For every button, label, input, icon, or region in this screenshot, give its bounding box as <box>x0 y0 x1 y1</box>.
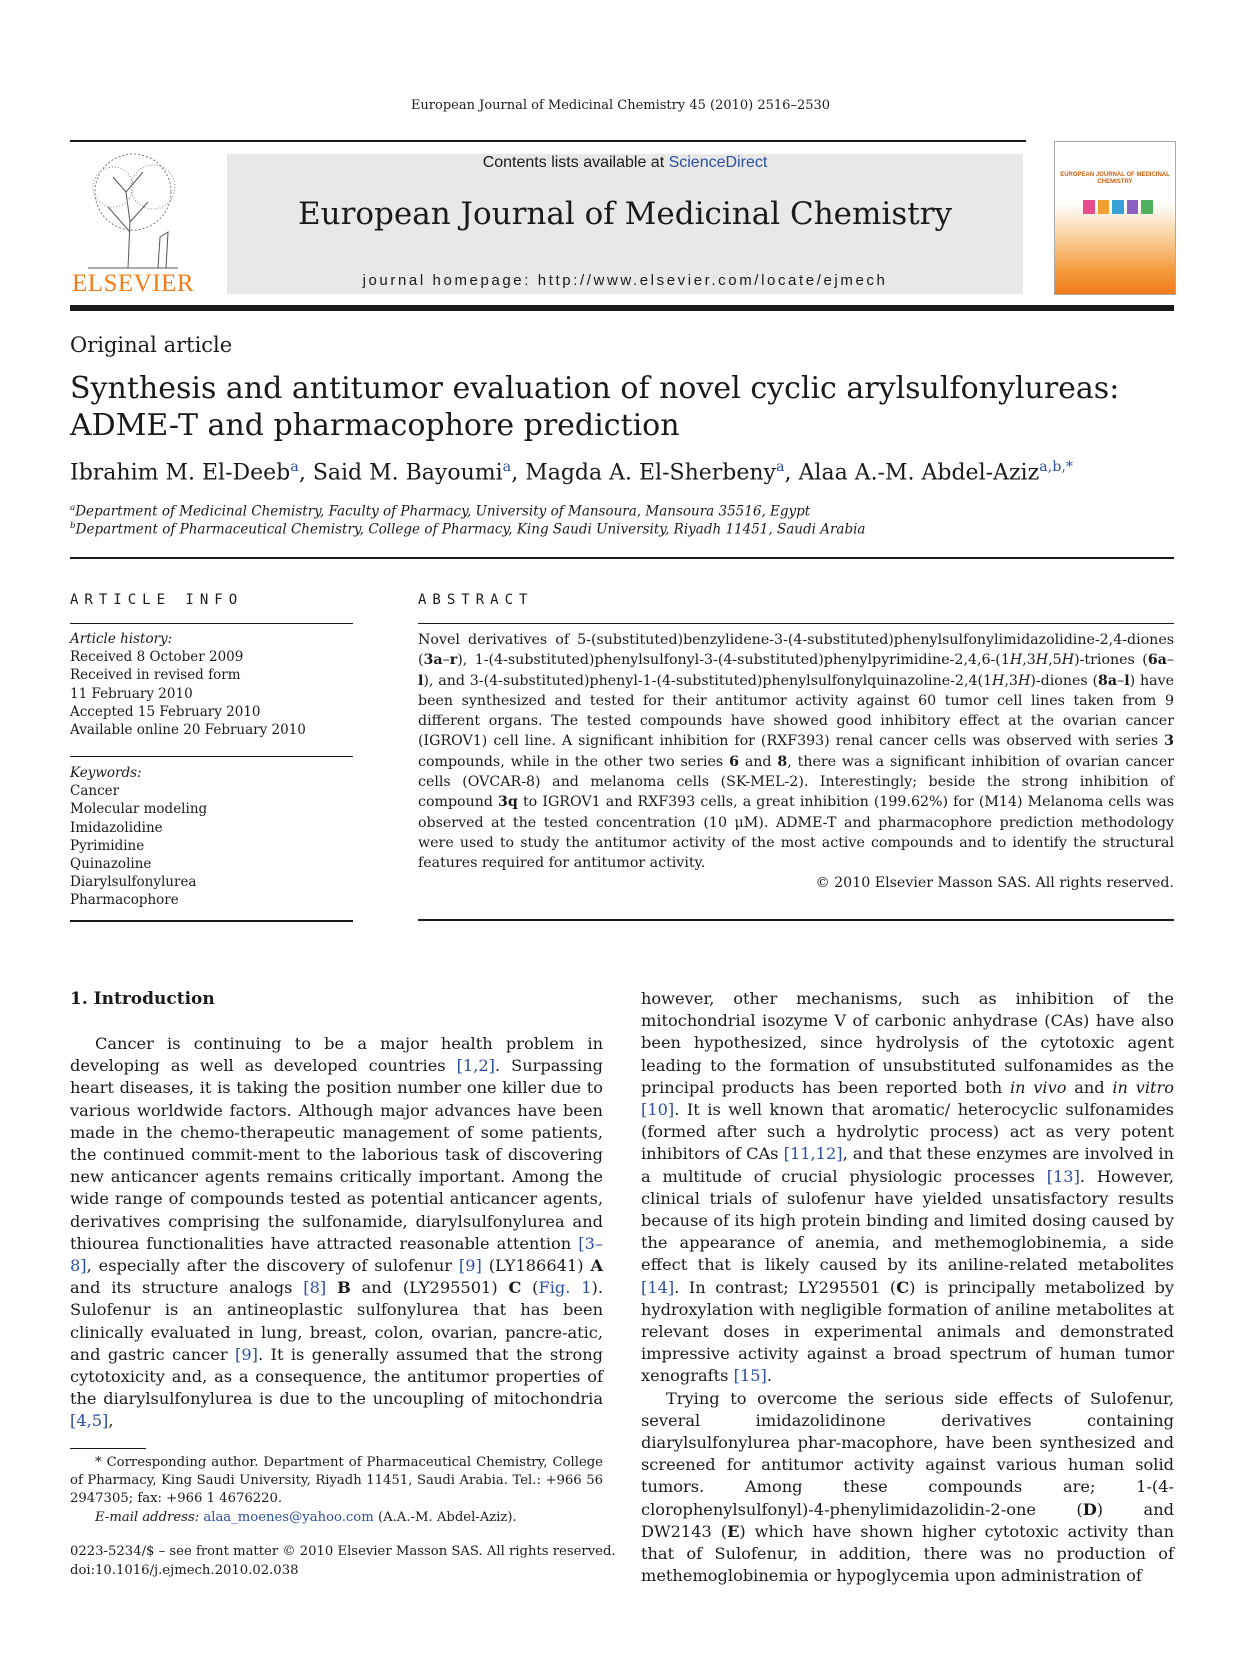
citation-link[interactable]: [14] <box>641 1277 675 1297</box>
author-affiliation-mark[interactable]: a <box>290 459 299 475</box>
figure-link[interactable]: Fig. 1 <box>538 1278 592 1298</box>
citation-link[interactable]: [3–8] <box>70 1233 603 1276</box>
info-rule <box>70 756 353 757</box>
title-line-1: Synthesis and antitumor evaluation of novel cyclic arylsulfonylureas: <box>70 371 1120 406</box>
elsevier-logo <box>68 152 198 298</box>
author-name: Alaa A.-M. Abdel-Aziz <box>798 460 1040 486</box>
cover-graphic <box>1083 200 1153 214</box>
elsevier-tree-icon <box>68 152 198 270</box>
history-item: Accepted 15 February 2010 <box>70 703 261 720</box>
citation-link[interactable]: [4,5] <box>70 1411 109 1431</box>
body-paragraph: Cancer is continuing to be a major health problem in developing as well as developed countries [1,2]. Surpassing heart diseases, it is taking the position number one killer due to various worldwide factors. Although major advances have been made in the chemo-therapeutic management of some patients, the continued commit-ment to the laborious task of discovering new anticancer agents remains critically important. Among the wide range of compounds tested as potential anticancer agents, derivatives comprising the sulfonamide, diarylsulfonylurea and thiourea functionalities have attracted reasonable attention [3–8], especially after the discovery of sulofenur [9] (LY186641) A and its structure analogs [8] B and (LY295501) C (Fig. 1). Sulofenur is an antineoplastic sulfonylurea that has been clinically evaluated in lung, breast, colon, ovarian, pancre-atic, and gastric cancer [9]. It is generally assumed that the strong cytotoxicity and, as a consequence, the antitumor properties of the diarylsulfonylurea is due to the uncoupling of mitochondria [4,5], <box>70 1034 603 1431</box>
title-line-2: ADME-T and pharmacophore prediction <box>70 408 680 443</box>
front-matter-info <box>70 1543 616 1580</box>
article-title <box>70 370 1174 444</box>
elsevier-wordmark: ELSEVIER <box>71 270 195 297</box>
keyword: Pyrimidine <box>70 837 145 854</box>
history-label: Article history: <box>70 631 173 647</box>
abstract-heading: ABSTRACT <box>418 592 534 608</box>
citation-link[interactable]: [10] <box>641 1100 675 1120</box>
header-thick-rule <box>70 305 1174 311</box>
header-rule <box>70 140 1026 142</box>
email-line <box>70 1509 603 1527</box>
section-rule <box>70 557 1174 559</box>
footnote-rule <box>70 1448 146 1449</box>
affiliation-text: Department of Pharmaceutical Chemistry, College of Pharmacy, King Saudi University, Riyadh 11451, Saudi Arabia <box>75 521 866 538</box>
affiliation-a <box>70 503 810 520</box>
keyword: Molecular modeling <box>70 801 208 818</box>
history-item: Received 8 October 2009 <box>70 649 244 666</box>
body-column-left <box>70 1033 603 1433</box>
citation-link[interactable]: [9] <box>235 1344 258 1364</box>
info-rule <box>70 623 353 624</box>
history-item: Available online 20 February 2010 <box>70 722 306 739</box>
article-type: Original article <box>70 333 233 357</box>
keyword: Pharmacophore <box>70 892 179 909</box>
history-item: Received in revised form <box>70 667 241 684</box>
affiliation-text: Department of Medicinal Chemistry, Faculty of Pharmacy, University of Mansoura, Mansoura 35516, Egypt <box>75 503 811 520</box>
body-paragraph: Trying to overcome the serious side effects of Sulofenur, several imidazolidinone derivatives containing diarylsulfonylurea phar-macophore, have been synthesized and screened for antitumor activity against various human solid tumors. Among these compounds are; 1-(4-clorophenylsulfonyl)-4-phenylimidazolidin-2-one (D) and DW2143 (E) which have shown higher cytotoxic activity than that of Sulofenur, in addition, there was no production of methemoglobinemia or hypoglycemia upon administration of <box>641 1388 1175 1586</box>
author-name: Magda A. El-Sherbeny <box>525 460 776 486</box>
keyword: Cancer <box>70 783 120 800</box>
body-column-right <box>641 988 1174 1587</box>
footnote <box>70 1454 603 1527</box>
contents-line <box>227 154 1023 172</box>
journal-banner <box>227 154 1023 294</box>
author-name: Ibrahim M. El-Deeb <box>70 460 291 486</box>
affiliation-mark: b <box>70 521 76 531</box>
cover-title: EUROPEAN JOURNAL OF MEDICINAL CHEMISTRY <box>1060 172 1170 185</box>
email-link[interactable]: alaa_moenes@yahoo.com <box>203 1509 374 1525</box>
keywords <box>70 764 207 910</box>
doi-line[interactable]: doi:10.1016/j.ejmech.2010.02.038 <box>70 1562 299 1578</box>
sciencedirect-link[interactable]: ScienceDirect <box>668 154 768 171</box>
citation-link[interactable]: [15] <box>733 1366 767 1386</box>
citation-link[interactable]: [1,2] <box>456 1056 495 1076</box>
email-label: E-mail address: <box>95 1509 200 1525</box>
citation-link[interactable]: [13] <box>1046 1166 1080 1186</box>
body-paragraph: however, other mechanisms, such as inhibition of the mitochondrial isozyme V of carbonic anhydrase (CAs) have also been hypothesized, since hydrolysis of the cytotoxic agent leading to the formation of unsubstituted sulfonamides as the principal products has been reported both in vivo and in vitro [10]. It is well known that aromatic/ heterocyclic sulfonamides (formed after such a hydrolytic process) act as very potent inhibitors of CAs [11,12], and that these enzymes are involved in a multitude of crucial physiologic processes [13]. However, clinical trials of sulofenur have yielded unsatisfactory results because of its high protein binding and limited dosing caused by the appearance of anemia, and methemoglobinemia, a side effect that is likely caused by its aniline-related metabolites [14]. In contrast; LY295501 (C) is principally metabolized by hydroxylation with negligible formation of aniline metabolites at relevant doses in experimental animals and demonstrated impressive activity against a broad spectrum of human tumor xenografts [15]. <box>641 989 1174 1386</box>
abstract-body: Novel derivatives of 5-(substituted)benzylidene-3-(4-substituted)phenylsulfonylimidazolidine-2,4-diones (3a–r), 1-(4-substituted)phenylsulfonyl-3-(4-substituted)phenylpyrimidine-2,4,6-(1H,3H,5H)-triones (6a–l), and 3-(4-substituted)phenyl-1-(4-substituted)phenylsulfonylquinazoline-2,4(1H,3H)-diones (8a–l) have been synthesized and tested for their antitumor activity against 60 tumor cell lines taken from 9 different organs. The tested compounds have showed good inhibitory effect at the ovarian cancer (IGROV1) cell line. A significant inhibition for (RXF393) renal cancer cells was observed with series 3 compounds, while in the other two series 6 and 8, there was a significant inhibition of ovarian cancer cells (OVCAR-8) and melanoma cells (SK-MEL-2). Interestingly; beside the strong inhibition of compound 3q to IGROV1 and RXF393 cells, a great inhibition (199.62%) for (M14) Melanoma cells was observed at the tested concentration (10 μM). ADME-T and pharmacophore prediction methodology were used to study the antitumor activity of the most active compounds and to identify the structural features required for antitumor activity. <box>418 632 1175 872</box>
journal-citation: European Journal of Medicinal Chemistry 45 (2010) 2516–2530 <box>410 98 831 113</box>
article-history <box>70 630 306 739</box>
article-info-heading: ARTICLE INFO <box>70 592 244 608</box>
history-item: 11 February 2010 <box>70 685 193 702</box>
citation-link[interactable]: [11,12] <box>783 1144 843 1164</box>
citation-link[interactable]: [8] <box>303 1278 327 1298</box>
author-affiliation-mark[interactable]: a,b,* <box>1039 459 1074 475</box>
author-affiliation-mark[interactable]: a <box>502 459 512 475</box>
citation-link[interactable]: [9] <box>458 1256 482 1276</box>
journal-cover <box>1054 141 1176 295</box>
abstract-rule <box>418 623 1174 624</box>
keywords-label: Keywords: <box>70 765 142 781</box>
keyword: Quinazoline <box>70 856 152 873</box>
author-list: Ibrahim M. El-Deeb$^a$, Said M. Bayoumi$^a$, Magda A. El-Sherbeny$^a$, Alaa A.-M. Abdel-Aziz$^{a,b,*}$ <box>70 459 1074 486</box>
journal-title: European Journal of Medicinal Chemistry <box>297 196 953 232</box>
email-owner: (A.A.-M. Abdel-Aziz). <box>377 1509 517 1525</box>
keyword: Diarylsulfonylurea <box>70 874 197 891</box>
issn-line: 0223-5234/$ – see front matter © 2010 Elsevier Masson SAS. All rights reserved. <box>70 1544 616 1559</box>
contents-prefix: Contents lists available at <box>482 154 669 171</box>
author-name: Said M. Bayoumi <box>312 460 503 486</box>
journal-homepage[interactable]: journal homepage: http://www.elsevier.com/locate/ejmech <box>362 272 888 289</box>
affiliation-mark: a <box>70 503 76 513</box>
info-rule <box>70 920 353 922</box>
introduction-heading: 1. Introduction <box>70 989 215 1009</box>
affiliation-b <box>70 521 865 538</box>
abstract-copyright: © 2010 Elsevier Masson SAS. All rights reserved. <box>815 875 1174 891</box>
corresponding-author-note: * Corresponding author. Department of Pharmaceutical Chemistry, College of Pharmacy, King Saudi University, Riyadh 11451, Saudi Arabia. Tel.: +966 56 2947305; fax: +966 1 4676220. <box>70 1455 603 1507</box>
abstract-rule <box>418 919 1174 921</box>
author-affiliation-mark[interactable]: a <box>776 459 785 475</box>
keyword: Imidazolidine <box>70 819 163 836</box>
